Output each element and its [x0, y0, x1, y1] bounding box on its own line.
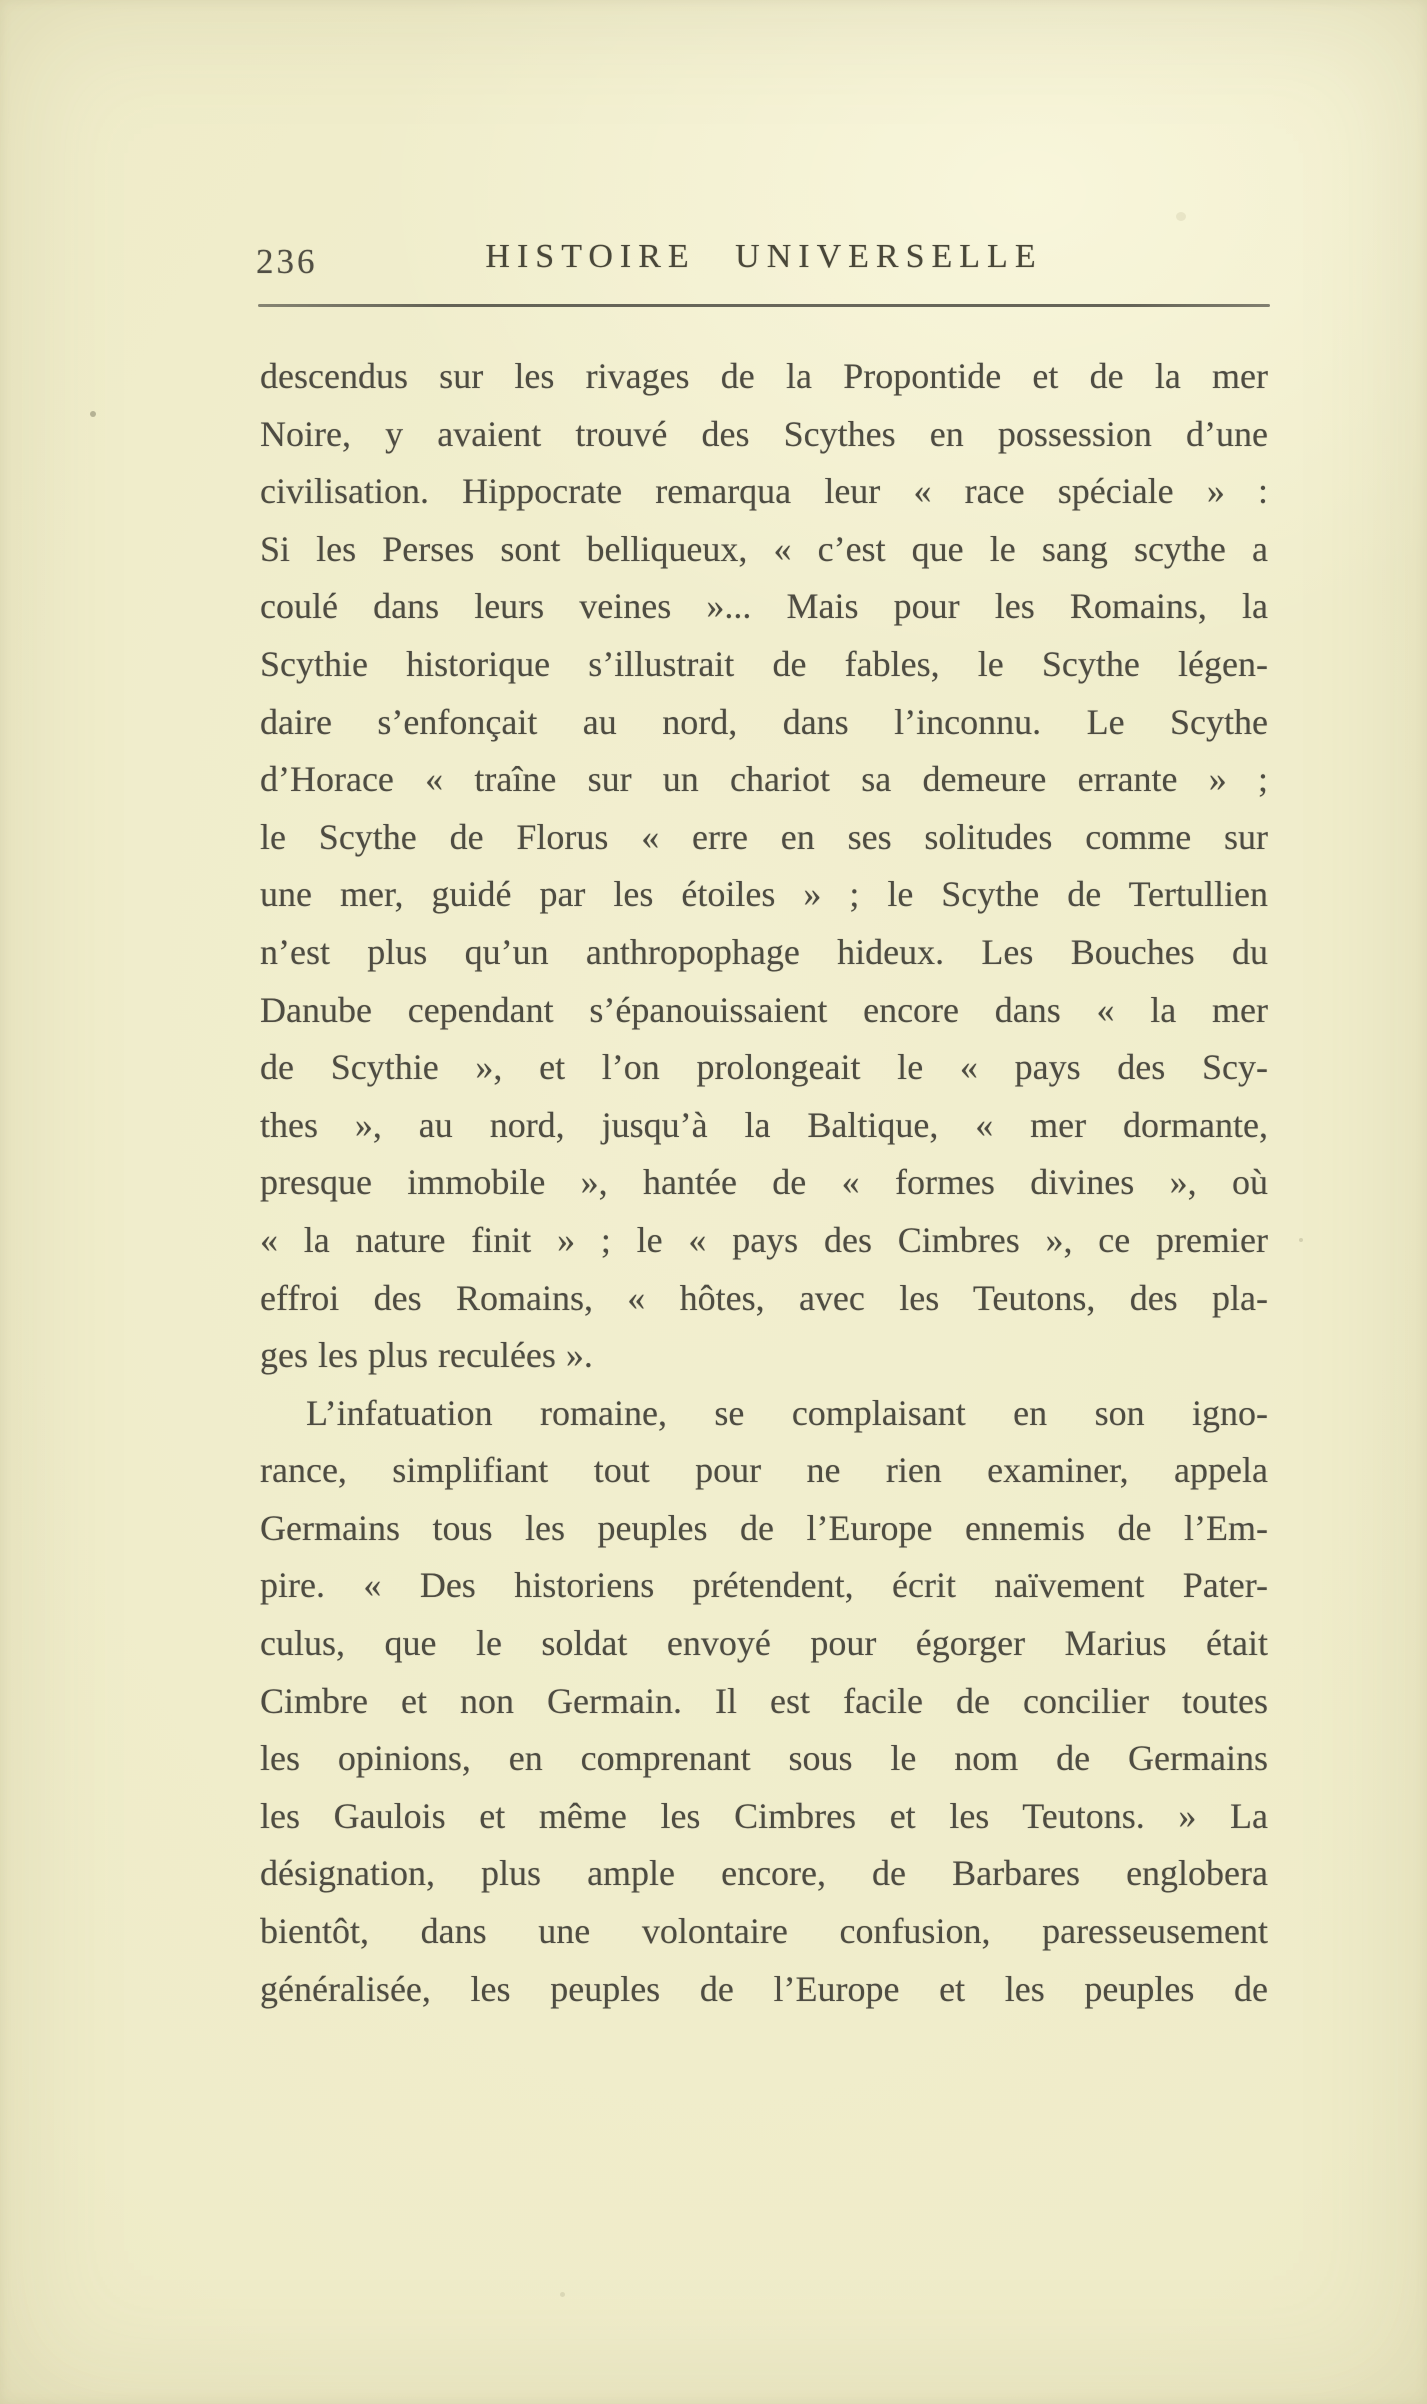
text-line: les Gaulois et même les Cimbres et les Teutons. » La	[260, 1795, 1268, 1836]
text-line: thes », au nord, jusqu’à la Baltique, « mer dormante,	[260, 1104, 1268, 1145]
text-line: rance, simplifiant tout pour ne rien examiner, appela	[260, 1450, 1268, 1491]
text-line: le Scythe de Florus « erre en ses solitudes comme sur	[260, 816, 1268, 857]
paper-speck	[1299, 1238, 1303, 1242]
text-line: d’Horace « traîne sur un chariot sa demeure errante » ;	[260, 759, 1268, 800]
text-line: Si les Perses sont belliqueux, « c’est que le sang scythe a	[260, 528, 1268, 569]
text-line: culus, que le soldat envoyé pour égorger Marius était	[260, 1623, 1268, 1664]
text-line: bientôt, dans une volontaire confusion, paresseusement	[260, 1911, 1268, 1952]
text-line: « la nature finit » ; le « pays des Cimbres », ce premier	[260, 1219, 1268, 1260]
text-line: coulé dans leurs veines »... Mais pour les Romains, la	[260, 586, 1268, 627]
text-line: Germains tous les peuples de l’Europe ennemis de l’Em-	[260, 1507, 1268, 1548]
text-line: L’infatuation romaine, se complaisant en son igno-	[306, 1392, 1268, 1433]
text-line: presque immobile », hantée de « formes divines », où	[260, 1162, 1268, 1203]
text-line: n’est plus qu’un anthropophage hideux. Les Bouches du	[260, 931, 1268, 972]
text-line: généralisée, les peuples de l’Europe et les peuples de	[260, 1968, 1268, 2009]
text-line: Scythie historique s’illustrait de fables, le Scythe légen-	[260, 643, 1268, 684]
text-line: une mer, guidé par les étoiles » ; le Scythe de Tertullien	[260, 874, 1268, 915]
paragraph-1	[260, 348, 1268, 1385]
running-title: HISTOIRE UNIVERSELLE	[485, 238, 1043, 275]
text-line: descendus sur les rivages de la Propontide et de la mer	[260, 356, 1268, 396]
header-rule	[258, 304, 1270, 307]
text-line: civilisation. Hippocrate remarqua leur « race spéciale » :	[260, 471, 1268, 512]
text-line: effroi des Romains, « hôtes, avec les Teutons, des pla-	[260, 1277, 1268, 1318]
paper-speck	[560, 2292, 565, 2297]
text-line: Noire, y avaient trouvé des Scythes en possession d’une	[260, 413, 1268, 454]
text-line: Danube cependant s’épanouissaient encore dans « la mer	[260, 989, 1268, 1030]
text-line: désignation, plus ample encore, de Barbares englobera	[260, 1853, 1268, 1894]
paragraph-2	[260, 1385, 1268, 2019]
text-line: pire. « Des historiens prétendent, écrit naïvement Pater-	[260, 1565, 1268, 1606]
text-line: daire s’enfonçait au nord, dans l’inconnu. Le Scythe	[260, 701, 1268, 742]
page-body	[260, 348, 1268, 2018]
text-line: les opinions, en comprenant sous le nom de Germains	[260, 1738, 1268, 1779]
page-number: 236	[256, 242, 318, 281]
text-line: Cimbre et non Germain. Il est facile de concilier toutes	[260, 1680, 1268, 1721]
paper-speck	[90, 411, 96, 417]
text-line: ges les plus reculées ».	[260, 1335, 593, 1376]
text-line: de Scythie », et l’on prolongeait le « pays des Scy-	[260, 1047, 1268, 1088]
paper-speck	[1176, 212, 1186, 221]
